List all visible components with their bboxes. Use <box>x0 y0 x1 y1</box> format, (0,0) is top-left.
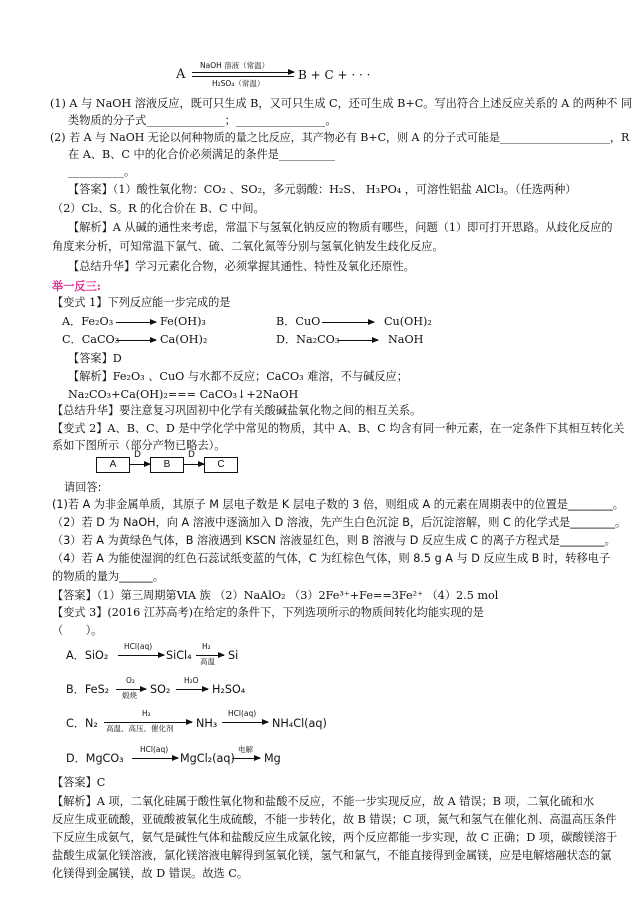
scheme-top-condition: NaOH 溶液（常温） <box>200 61 270 70</box>
v3-b-reagent-1: O₂ <box>126 676 135 685</box>
practice-heading: 举一反三: <box>52 279 101 293</box>
variant-3-analysis-4: 盐酸生成氯化镁溶液，氯化镁溶液电解得到氢氧化镁，氢气和氯气，不能直接得到金属镁，应是电解熔融状态的氯 <box>52 849 612 862</box>
variant-2-sub-4-line-1: （4）若 A 为能使湿润的红色石蕊试纸变蓝的气体，C 为红棕色气体，则 8.5 g A 与 D 反应生成 B 时，转移电子 <box>52 552 611 565</box>
analysis-line-1: 【解析】A 从碱的通性来考虑，常温下与氢氧化钠反应的物质有哪些，问题（1）即可打开思路。从歧化反应的 <box>68 221 613 234</box>
v3-d-reagent-1: HCl(aq) <box>140 745 169 754</box>
variant-2-answer: 【答案】（1）第三周期第ⅥA 族 （2）NaAlO₂ （3）2Fe³⁺+Fe==3Fe²⁺ （4）2.5 mol <box>52 589 499 602</box>
chain-box-c: C <box>204 457 238 473</box>
option-b-reactant: B．CuO <box>276 315 321 328</box>
variant-1-answer: 【答案】D <box>68 352 122 365</box>
question-2-line-1: (2) 若 A 与 NaOH 无论以何种物质的量之比反应，其产物必有 B+C，则 A 的分子式可能是____________________，R <box>50 131 630 144</box>
option-d-product: NaOH <box>388 333 424 346</box>
question-1-line-1: (1) A 与 NaOH 溶液反应，既可只生成 B，又可只生成 C，还可生成 B+C。写出符合上述反应关系的 A 的两种不 同 <box>50 97 633 110</box>
chain-box-a: A <box>96 457 130 473</box>
v3-d-arrow-2 <box>232 758 260 759</box>
variant-1-summary: 【总结升华】要注意复习巩固初中化学有关酸碱盐氧化物之间的相互关系。 <box>52 404 422 417</box>
option-a-product: Fe(OH)₃ <box>160 315 206 328</box>
scheme-reactant: A <box>176 67 186 82</box>
variant-3-answer: 【答案】C <box>52 776 106 789</box>
variant-3-analysis-2: 反应生成亚硫酸，亚硫酸被氧化生成硫酸，不能一步转化，故 B 错误；C 项，氮气和氢气在催化剂、高温高压条件 <box>52 813 617 826</box>
variant-3-analysis-1: 【解析】A 项，二氧化硅属于酸性氧化物和盐酸不反应，不能一步实现反应，故 A 错误；B 项，二氧化硫和水 <box>52 795 595 808</box>
v3-b-end: H₂SO₄ <box>212 683 246 696</box>
v3-a-reagent-1: HCl(aq) <box>124 642 153 651</box>
v3-b-condition-1: 煅烧 <box>122 691 137 700</box>
question-2-line-3: __________。 <box>68 165 136 178</box>
variant-3-bracket: （ ）。 <box>52 624 103 637</box>
chain-box-b: B <box>150 457 184 473</box>
v3-c-arrow-1 <box>104 722 192 723</box>
option-b-product: Cu(OH)₂ <box>384 315 432 328</box>
v3-c-arrow-2 <box>222 722 268 723</box>
v3-c-end: NH₄Cl(aq) <box>272 717 327 730</box>
variant-2-sub-1: (1)若 A 为非金属单质，其原子 M 层电子数是 K 层电子数的 3 倍，则组成 A 的元素在周期表中的位置是________。 <box>52 498 624 511</box>
v3-d-start: D．MgCO₃ <box>66 752 124 765</box>
v3-c-reagent-1: H₂ <box>142 709 151 718</box>
variant-2-sub-3: （3）若 A 为黄绿色气体，B 溶液遇到 KSCN 溶液显红色，则 B 溶液与 D 反应生成 C 的离子方程式是________。 <box>52 534 616 547</box>
please-answer: 请回答: <box>64 481 102 494</box>
variant-2-question-1: 【变式 2】A、B、C、D 是中学化学中常见的物质，其中 A、B、C 均含有同一种元素，在一定条件下其相互转化关 <box>52 422 625 435</box>
analysis-line-2: 角度来分析，可知常温下氯气、硫、二氧化氮等分别与氢氧化钠发生歧化反应。 <box>52 240 444 253</box>
v3-d-end: Mg <box>264 752 281 765</box>
answer-line-1: 【答案】（1）酸性氧化物：CO₂ 、SO₂，多元弱酸：H₂S、 H₃PO₄ ，可溶性铝盐 AlCl₃。（任选两种） <box>68 183 577 196</box>
variant-1-analysis-1: 【解析】Fe₂O₃ 、CuO 与水都不反应；CaCO₃ 难溶，不与碱反应； <box>68 370 408 383</box>
v3-a-middle: SiCl₄ <box>166 649 192 662</box>
option-d-reactant: D．Na₂CO₃ <box>276 333 340 346</box>
v3-d-reagent-2: 电解 <box>238 745 253 754</box>
v3-c-middle: NH₃ <box>196 717 218 730</box>
question-2-line-2: 在 A、B、C 中的化合价必须满足的条件是__________ <box>68 148 335 161</box>
v3-a-end: Si <box>228 649 239 662</box>
answer-line-2: （2）Cl₂、S。R 的化合价在 B、C 中间。 <box>52 202 265 215</box>
scheme-bottom-condition: H₂SO₄（常温） <box>212 79 265 88</box>
chain-arrow-2 <box>184 464 204 465</box>
variant-1-question: 【变式 1】下列反应能一步完成的是 <box>52 296 231 309</box>
option-a-reactant: A．Fe₂O₃ <box>62 315 114 328</box>
v3-a-start: A．SiO₂ <box>66 649 109 662</box>
option-d-arrow <box>338 340 378 341</box>
v3-b-reagent-2: H₂O <box>184 676 199 685</box>
variant-3-analysis-3: 下反应生成氨气，氨气是碱性气体和盐酸反应生成氯化铵，两个反应都能一步实现，故 C 正确；D 项，碳酸镁溶于 <box>52 831 618 844</box>
option-b-arrow <box>322 322 374 323</box>
v3-b-start: B．FeS₂ <box>66 683 110 696</box>
v3-a-reagent-2: H₂ <box>202 642 211 651</box>
v3-a-arrow-1 <box>118 655 164 656</box>
v3-d-arrow-1 <box>132 758 178 759</box>
chain-arrow-1 <box>130 464 150 465</box>
scheme-products: B + C + · · · <box>298 68 371 82</box>
option-c-reactant: C．CaCO₃ <box>62 333 120 346</box>
variant-1-analysis-2: Na₂CO₃+Ca(OH)₂=== CaCO₃↓+2NaOH <box>68 388 299 401</box>
variant-2-question-2: 系如下图所示（部分产物已略去）。 <box>52 439 226 452</box>
summary-line: 【总结升华】学习元素化合物，必须掌握其通性、特性及氧化还原性。 <box>68 260 415 273</box>
scheme-reverse-arrow <box>192 76 294 77</box>
v3-a-arrow-2 <box>196 655 224 656</box>
v3-a-condition-2: 高温 <box>200 657 215 666</box>
variant-2-sub-2: （2）若 D 为 NaOH，向 A 溶液中逐滴加入 D 溶液，先产生白色沉淀 B，后沉淀溶解，则 C 的化学式是________。 <box>52 516 627 529</box>
v3-d-middle: MgCl₂(aq) <box>180 752 235 765</box>
variant-2-sub-4-line-2: 的物质的量为______。 <box>52 570 164 583</box>
chain-reagent-2: D <box>188 450 195 460</box>
v3-b-arrow-1 <box>116 689 146 690</box>
v3-b-arrow-2 <box>176 689 208 690</box>
option-a-arrow <box>116 322 156 323</box>
option-c-product: Ca(OH)₂ <box>160 333 208 346</box>
option-c-arrow <box>116 340 156 341</box>
v3-c-condition-1: 高温、高压、催化剂 <box>106 724 174 733</box>
question-1-line-2: 类物质的分子式______________；________________。 <box>68 114 337 127</box>
scheme-forward-arrow <box>192 72 294 73</box>
variant-3-analysis-5: 化镁得到金属镁，故 D 错误。故选 C。 <box>52 867 249 880</box>
v3-b-middle: SO₂ <box>150 683 171 696</box>
variant-3-question: 【变式 3】(2016 江苏高考)在给定的条件下，下列选项所示的物质间转化均能实现的是 <box>52 606 484 619</box>
chain-reagent-1: D <box>134 450 141 460</box>
v3-c-start: C．N₂ <box>66 717 98 730</box>
v3-c-reagent-2: HCl(aq) <box>228 709 257 718</box>
